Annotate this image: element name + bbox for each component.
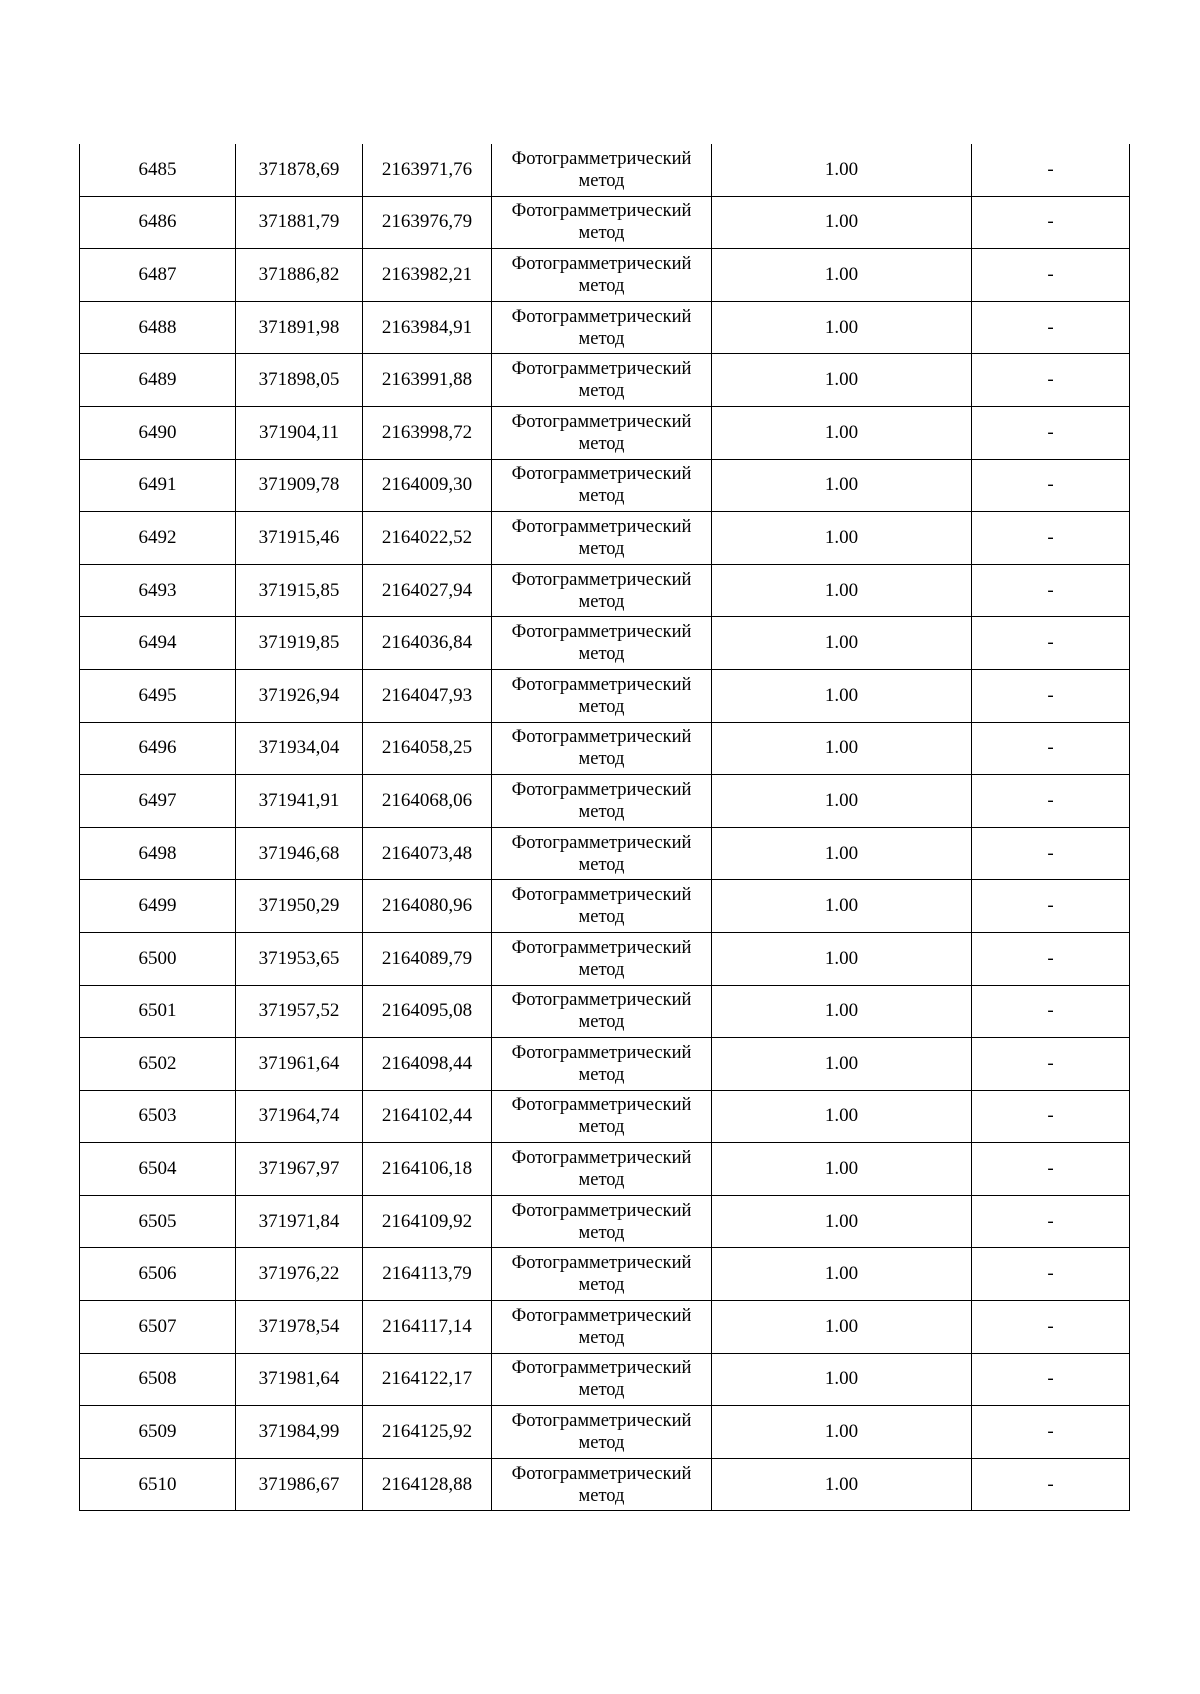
table-row xyxy=(80,1301,1130,1354)
table-row xyxy=(80,1248,1130,1301)
method-label-line1: Фотограмметрический xyxy=(511,1463,692,1484)
x-coordinate-cell: 371978,54 xyxy=(236,1301,363,1354)
method-label-line2: метод xyxy=(578,591,625,612)
method-label-line1: Фотограмметрический xyxy=(511,1095,692,1116)
point-number-cell: 6498 xyxy=(80,827,236,880)
description-cell: - xyxy=(972,827,1130,880)
method-label-line2: метод xyxy=(578,1433,625,1454)
method-label-line1: Фотограмметрический xyxy=(511,1358,692,1379)
accuracy-cell: 1.00 xyxy=(712,459,972,512)
method-label-line2: метод xyxy=(578,854,625,875)
y-coordinate-cell: 2164027,94 xyxy=(363,564,492,617)
method-label-line1: Фотограмметрический xyxy=(511,727,692,748)
method-label-line1: Фотограмметрический xyxy=(511,569,692,590)
coordinates-table-body xyxy=(80,144,1130,1511)
method-cell xyxy=(492,144,712,196)
x-coordinate-cell: 371967,97 xyxy=(236,1143,363,1196)
method-cell xyxy=(492,301,712,354)
x-coordinate-cell: 371953,65 xyxy=(236,932,363,985)
point-number-cell: 6490 xyxy=(80,406,236,459)
point-number-cell: 6510 xyxy=(80,1458,236,1511)
x-coordinate-cell: 371919,85 xyxy=(236,617,363,670)
method-cell xyxy=(492,1090,712,1143)
method-label-line2: метод xyxy=(578,223,625,244)
accuracy-cell: 1.00 xyxy=(712,1195,972,1248)
x-coordinate-cell: 371886,82 xyxy=(236,249,363,302)
description-cell: - xyxy=(972,249,1130,302)
method-label-line1: Фотограмметрический xyxy=(511,359,692,380)
y-coordinate-cell: 2164047,93 xyxy=(363,669,492,722)
method-label-line2: метод xyxy=(578,801,625,822)
table-row xyxy=(80,512,1130,565)
table-row xyxy=(80,301,1130,354)
method-label-line1: Фотограмметрический xyxy=(511,937,692,958)
method-cell xyxy=(492,1038,712,1091)
description-cell: - xyxy=(972,1458,1130,1511)
description-cell: - xyxy=(972,354,1130,407)
x-coordinate-cell: 371934,04 xyxy=(236,722,363,775)
method-label-line1: Фотограмметрический xyxy=(511,1042,692,1063)
method-label-line2: метод xyxy=(578,907,625,928)
method-label-line1: Фотограмметрический xyxy=(511,885,692,906)
point-number-cell: 6504 xyxy=(80,1143,236,1196)
description-cell: - xyxy=(972,617,1130,670)
description-cell: - xyxy=(972,985,1130,1038)
description-cell: - xyxy=(972,1353,1130,1406)
x-coordinate-cell: 371926,94 xyxy=(236,669,363,722)
method-cell xyxy=(492,196,712,249)
accuracy-cell: 1.00 xyxy=(712,775,972,828)
method-label-line1: Фотограмметрический xyxy=(511,306,692,327)
method-label-line1: Фотограмметрический xyxy=(511,1253,692,1274)
description-cell: - xyxy=(972,932,1130,985)
table-row xyxy=(80,144,1130,196)
method-label-line2: метод xyxy=(578,749,625,770)
method-label-line2: метод xyxy=(578,328,625,349)
method-label-line2: метод xyxy=(578,1012,625,1033)
description-cell: - xyxy=(972,722,1130,775)
method-label-line1: Фотограмметрический xyxy=(511,832,692,853)
method-label-line2: метод xyxy=(578,959,625,980)
table-row xyxy=(80,564,1130,617)
accuracy-cell: 1.00 xyxy=(712,617,972,670)
x-coordinate-cell: 371915,85 xyxy=(236,564,363,617)
accuracy-cell: 1.00 xyxy=(712,669,972,722)
method-cell xyxy=(492,1353,712,1406)
method-cell xyxy=(492,775,712,828)
point-number-cell: 6501 xyxy=(80,985,236,1038)
point-number-cell: 6500 xyxy=(80,932,236,985)
description-cell: - xyxy=(972,301,1130,354)
x-coordinate-cell: 371881,79 xyxy=(236,196,363,249)
accuracy-cell: 1.00 xyxy=(712,1406,972,1459)
y-coordinate-cell: 2164117,14 xyxy=(363,1301,492,1354)
method-label-line1: Фотограмметрический xyxy=(511,411,692,432)
y-coordinate-cell: 2163982,21 xyxy=(363,249,492,302)
y-coordinate-cell: 2163998,72 xyxy=(363,406,492,459)
method-label-line1: Фотограмметрический xyxy=(511,1305,692,1326)
point-number-cell: 6489 xyxy=(80,354,236,407)
x-coordinate-cell: 371957,52 xyxy=(236,985,363,1038)
accuracy-cell: 1.00 xyxy=(712,1248,972,1301)
method-label-line1: Фотограмметрический xyxy=(511,1200,692,1221)
table-row xyxy=(80,1038,1130,1091)
description-cell: - xyxy=(972,669,1130,722)
accuracy-cell: 1.00 xyxy=(712,1090,972,1143)
method-cell xyxy=(492,564,712,617)
table-row xyxy=(80,1090,1130,1143)
x-coordinate-cell: 371904,11 xyxy=(236,406,363,459)
point-number-cell: 6497 xyxy=(80,775,236,828)
point-number-cell: 6495 xyxy=(80,669,236,722)
method-label-line2: метод xyxy=(578,1117,625,1138)
accuracy-cell: 1.00 xyxy=(712,1143,972,1196)
method-cell xyxy=(492,880,712,933)
method-cell xyxy=(492,827,712,880)
point-number-cell: 6507 xyxy=(80,1301,236,1354)
table-row xyxy=(80,406,1130,459)
table-row xyxy=(80,249,1130,302)
table-row xyxy=(80,617,1130,670)
method-label-line2: метод xyxy=(578,696,625,717)
accuracy-cell: 1.00 xyxy=(712,301,972,354)
method-cell xyxy=(492,932,712,985)
description-cell: - xyxy=(972,196,1130,249)
point-number-cell: 6502 xyxy=(80,1038,236,1091)
method-label-line2: метод xyxy=(578,275,625,296)
method-label-line2: метод xyxy=(578,644,625,665)
table-row xyxy=(80,932,1130,985)
method-label-line1: Фотограмметрический xyxy=(511,990,692,1011)
method-label-line2: метод xyxy=(578,486,625,507)
point-number-cell: 6499 xyxy=(80,880,236,933)
table-row xyxy=(80,722,1130,775)
method-cell xyxy=(492,1143,712,1196)
accuracy-cell: 1.00 xyxy=(712,196,972,249)
accuracy-cell: 1.00 xyxy=(712,1301,972,1354)
method-label-line2: метод xyxy=(578,1275,625,1296)
table-row xyxy=(80,880,1130,933)
accuracy-cell: 1.00 xyxy=(712,880,972,933)
table-row xyxy=(80,827,1130,880)
x-coordinate-cell: 371976,22 xyxy=(236,1248,363,1301)
x-coordinate-cell: 371898,05 xyxy=(236,354,363,407)
description-cell: - xyxy=(972,1038,1130,1091)
accuracy-cell: 1.00 xyxy=(712,406,972,459)
y-coordinate-cell: 2164125,92 xyxy=(363,1406,492,1459)
description-cell: - xyxy=(972,564,1130,617)
description-cell: - xyxy=(972,144,1130,196)
method-cell xyxy=(492,354,712,407)
description-cell: - xyxy=(972,1301,1130,1354)
document-page xyxy=(79,144,1129,1511)
table-row xyxy=(80,985,1130,1038)
point-number-cell: 6505 xyxy=(80,1195,236,1248)
point-number-cell: 6509 xyxy=(80,1406,236,1459)
method-cell xyxy=(492,1195,712,1248)
description-cell: - xyxy=(972,459,1130,512)
table-row xyxy=(80,669,1130,722)
accuracy-cell: 1.00 xyxy=(712,1353,972,1406)
y-coordinate-cell: 2164113,79 xyxy=(363,1248,492,1301)
y-coordinate-cell: 2164095,08 xyxy=(363,985,492,1038)
description-cell: - xyxy=(972,1090,1130,1143)
y-coordinate-cell: 2164009,30 xyxy=(363,459,492,512)
y-coordinate-cell: 2164058,25 xyxy=(363,722,492,775)
table-row xyxy=(80,196,1130,249)
description-cell: - xyxy=(972,880,1130,933)
x-coordinate-cell: 371915,46 xyxy=(236,512,363,565)
method-label-line2: метод xyxy=(578,433,625,454)
method-cell xyxy=(492,1458,712,1511)
point-number-cell: 6493 xyxy=(80,564,236,617)
method-cell xyxy=(492,1301,712,1354)
y-coordinate-cell: 2164022,52 xyxy=(363,512,492,565)
method-label-line1: Фотограмметрический xyxy=(511,622,692,643)
description-cell: - xyxy=(972,1248,1130,1301)
y-coordinate-cell: 2164073,48 xyxy=(363,827,492,880)
method-label-line1: Фотограмметрический xyxy=(511,148,692,169)
method-cell xyxy=(492,249,712,302)
point-number-cell: 6492 xyxy=(80,512,236,565)
description-cell: - xyxy=(972,406,1130,459)
x-coordinate-cell: 371891,98 xyxy=(236,301,363,354)
method-label-line1: Фотограмметрический xyxy=(511,674,692,695)
y-coordinate-cell: 2164106,18 xyxy=(363,1143,492,1196)
table-row xyxy=(80,459,1130,512)
table-row xyxy=(80,1406,1130,1459)
description-cell: - xyxy=(972,775,1130,828)
y-coordinate-cell: 2164128,88 xyxy=(363,1458,492,1511)
point-number-cell: 6496 xyxy=(80,722,236,775)
method-label-line2: метод xyxy=(578,381,625,402)
description-cell: - xyxy=(972,1195,1130,1248)
method-label-line2: метод xyxy=(578,1170,625,1191)
table-row xyxy=(80,354,1130,407)
method-label-line1: Фотограмметрический xyxy=(511,253,692,274)
coordinates-table xyxy=(79,144,1130,1511)
accuracy-cell: 1.00 xyxy=(712,932,972,985)
y-coordinate-cell: 2164068,06 xyxy=(363,775,492,828)
method-label-line1: Фотограмметрический xyxy=(511,201,692,222)
table-row xyxy=(80,1458,1130,1511)
accuracy-cell: 1.00 xyxy=(712,144,972,196)
method-label-line1: Фотограмметрический xyxy=(511,779,692,800)
description-cell: - xyxy=(972,512,1130,565)
y-coordinate-cell: 2163984,91 xyxy=(363,301,492,354)
x-coordinate-cell: 371946,68 xyxy=(236,827,363,880)
method-cell xyxy=(492,406,712,459)
x-coordinate-cell: 371941,91 xyxy=(236,775,363,828)
x-coordinate-cell: 371981,64 xyxy=(236,1353,363,1406)
point-number-cell: 6491 xyxy=(80,459,236,512)
y-coordinate-cell: 2164036,84 xyxy=(363,617,492,670)
method-label-line1: Фотограмметрический xyxy=(511,516,692,537)
accuracy-cell: 1.00 xyxy=(712,249,972,302)
x-coordinate-cell: 371950,29 xyxy=(236,880,363,933)
y-coordinate-cell: 2164098,44 xyxy=(363,1038,492,1091)
method-cell xyxy=(492,722,712,775)
y-coordinate-cell: 2164122,17 xyxy=(363,1353,492,1406)
accuracy-cell: 1.00 xyxy=(712,564,972,617)
x-coordinate-cell: 371984,99 xyxy=(236,1406,363,1459)
y-coordinate-cell: 2163991,88 xyxy=(363,354,492,407)
accuracy-cell: 1.00 xyxy=(712,512,972,565)
accuracy-cell: 1.00 xyxy=(712,985,972,1038)
method-cell xyxy=(492,985,712,1038)
method-label-line2: метод xyxy=(578,170,625,191)
method-label-line1: Фотограмметрический xyxy=(511,1411,692,1432)
method-cell xyxy=(492,512,712,565)
y-coordinate-cell: 2164080,96 xyxy=(363,880,492,933)
x-coordinate-cell: 371909,78 xyxy=(236,459,363,512)
point-number-cell: 6503 xyxy=(80,1090,236,1143)
point-number-cell: 6487 xyxy=(80,249,236,302)
x-coordinate-cell: 371878,69 xyxy=(236,144,363,196)
table-row xyxy=(80,1353,1130,1406)
point-number-cell: 6488 xyxy=(80,301,236,354)
point-number-cell: 6485 xyxy=(80,144,236,196)
method-label-line1: Фотограмметрический xyxy=(511,1148,692,1169)
x-coordinate-cell: 371961,64 xyxy=(236,1038,363,1091)
y-coordinate-cell: 2164102,44 xyxy=(363,1090,492,1143)
y-coordinate-cell: 2164089,79 xyxy=(363,932,492,985)
accuracy-cell: 1.00 xyxy=(712,1458,972,1511)
point-number-cell: 6486 xyxy=(80,196,236,249)
y-coordinate-cell: 2163971,76 xyxy=(363,144,492,196)
table-row xyxy=(80,775,1130,828)
table-row xyxy=(80,1195,1130,1248)
method-cell xyxy=(492,1406,712,1459)
method-label-line2: метод xyxy=(578,1327,625,1348)
method-cell xyxy=(492,459,712,512)
accuracy-cell: 1.00 xyxy=(712,354,972,407)
method-label-line1: Фотограмметрический xyxy=(511,464,692,485)
table-row xyxy=(80,1143,1130,1196)
method-cell xyxy=(492,669,712,722)
x-coordinate-cell: 371964,74 xyxy=(236,1090,363,1143)
x-coordinate-cell: 371971,84 xyxy=(236,1195,363,1248)
method-label-line2: метод xyxy=(578,1064,625,1085)
accuracy-cell: 1.00 xyxy=(712,1038,972,1091)
method-label-line2: метод xyxy=(578,1380,625,1401)
description-cell: - xyxy=(972,1143,1130,1196)
method-label-line2: метод xyxy=(578,538,625,559)
accuracy-cell: 1.00 xyxy=(712,827,972,880)
y-coordinate-cell: 2163976,79 xyxy=(363,196,492,249)
method-label-line2: метод xyxy=(578,1222,625,1243)
method-label-line2: метод xyxy=(578,1485,625,1506)
y-coordinate-cell: 2164109,92 xyxy=(363,1195,492,1248)
description-cell: - xyxy=(972,1406,1130,1459)
point-number-cell: 6506 xyxy=(80,1248,236,1301)
point-number-cell: 6508 xyxy=(80,1353,236,1406)
method-cell xyxy=(492,617,712,670)
accuracy-cell: 1.00 xyxy=(712,722,972,775)
method-cell xyxy=(492,1248,712,1301)
x-coordinate-cell: 371986,67 xyxy=(236,1458,363,1511)
point-number-cell: 6494 xyxy=(80,617,236,670)
